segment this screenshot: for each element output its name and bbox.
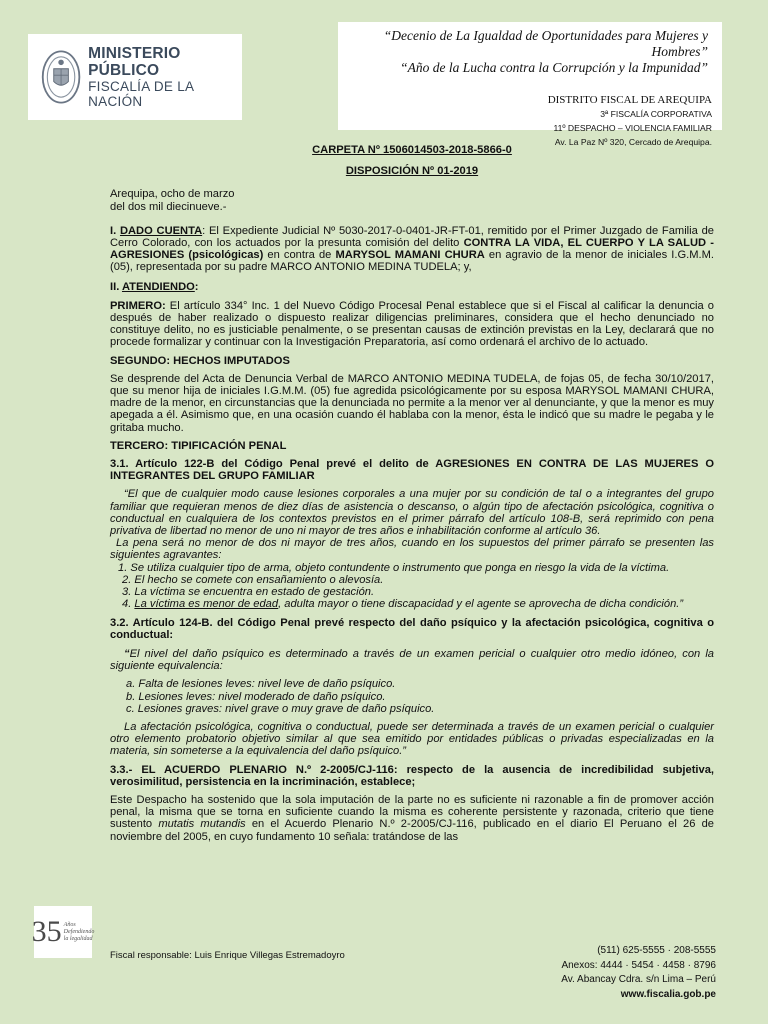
equivalence-item-a: a. Falta de lesiones leves: nivel leve de daño psíquico. [126, 678, 396, 691]
heading-3-2: 3.2. Artículo 124-B. del Código Penal prevé respecto del daño psíquico y la afectación psicológica, cognitiva o conductual: [110, 616, 714, 641]
badge-line-3: la legalidad [63, 935, 93, 942]
motto-line-1: “Decenio de La Igualdad de Oportunidades para Mujeres y Hombres” [383, 28, 708, 59]
quote-paragraph-1: “El que de cualquier modo cause lesiones corporales a una mujer por su condición de tal o a integrantes del grupo familiar que requieran menos de diez días de asistencia o descanso, o algún tipo de afectación psicológica, cognitiva o conductual en cualquiera de los contextos previstos en el primer párrafo del artículo 108-B, será reprimido con pena privativa de libertad no menor de uno ni mayor de tres años e inhabilitación conforme al artículo 36. [110, 488, 714, 538]
office-name: 3ª FISCALÍA CORPORATIVA [600, 109, 712, 119]
badge-number: 35 [31, 915, 62, 948]
heading-3-1: 3.1. Artículo 122-B del Código Penal prevé el delito de AGRESIONES EN CONTRA DE LAS MUJERES O INTEGRANTES DEL GRUPO FAMILIAR [110, 458, 714, 483]
header-box [338, 22, 722, 147]
carpeta-number: CARPETA Nº 1506014503-2018-5866-0 [312, 144, 512, 156]
quote-item-3: 3. La víctima se encuentra en estado de gestación. [122, 586, 375, 599]
badge-line-1: Años [63, 921, 76, 928]
contact-phone: (511) 625-5555 · 208-5555 [597, 945, 716, 956]
heading-tercero: TERCERO: TIPIFICACIÓN PENAL [110, 439, 287, 452]
quote-item-4: 4. La víctima es menor de edad, adulta mayor o tiene discapacidad y el agente se aprovecha de dicha condición.” [122, 598, 684, 611]
motto-line-2: “Año de la Lucha contra la Corrupción y la Impunidad” [400, 60, 708, 75]
coat-of-arms-icon [40, 46, 82, 108]
logo-subtitle: FISCALÍA DE LA NACIÓN [88, 79, 194, 109]
heading-segundo: SEGUNDO: HECHOS IMPUTADOS [110, 354, 290, 367]
fiscal-responsable: Fiscal responsable: Luis Enrique Villegas Estremadoyro [110, 950, 345, 961]
date-line-1: Arequipa, ocho de marzo [110, 188, 235, 201]
office-dispatch: 11º DESPACHO – VIOLENCIA FAMILIAR [553, 123, 712, 133]
paragraph-primero: PRIMERO: El artículo 334° Inc. 1 del Nuevo Código Procesal Penal establece que si el Fiscal al calificar la denuncia o después de haber realizado o dispuesto realizar diligencias preliminares, considera que el hecho denunciado no constituye delito, no es justiciable penalmente, o se presentan causas de extinción previstas en la Ley, declarará que no procede formalizar y continuar con la Investigación Preparatoria, así como ordenará el archivo de lo actuado. [110, 299, 714, 349]
contact-anexos: Anexos: 4444 · 5454 · 4458 · 8796 [561, 959, 716, 971]
website-link[interactable]: www.fiscalia.gob.pe [620, 988, 716, 1000]
section-atendiendo: II. ATENDIENDO: [110, 280, 199, 293]
equivalence-item-c: c. Lesiones graves: nivel grave o muy grave de daño psíquico. [126, 702, 435, 715]
ministerio-publico-logo [28, 34, 242, 120]
paragraph-acuerdo: Este Despacho ha sostenido que la sola imputación de la parte no es suficiente ni razonable a fin de promover acción penal, la misma que se torna en suficiente cuando la misma es coherente persistente y razonada, criterio que tiene sustento mutatis mutandis en el Acuerdo Plenario N.º 2-2005/CJ-116, publicado en el diario El Peruano el 26 de noviembre del 2005, en cuyo fundamento 10 señala: tratándose de las [110, 793, 714, 843]
section-dado-cuenta: I. DADO CUENTA: El Expediente Judicial Nº 5030-2017-0-0401-JR-FT-01, remitido por el Primer Juzgado de Familia de Cerro Colorado, con los actuados por la presunta comisión del delito CONTRA LA VIDA, EL CUERPO Y LA SALUD - AGRESIONES (psicológicas) en contra de MARYSOL MAMANI CHURA en agravio de la menor de iniciales I.G.M.M. (05), representada por su padre MARCO ANTONIO MEDINA TUDELA; y, [110, 224, 714, 274]
disposicion-number: DISPOSICIÓN Nº 01-2019 [345, 165, 479, 178]
quote-paragraph-4: La afectación psicológica, cognitiva o conductual, puede ser determinada a través de un examen pericial o cualquier otro elemento probatorio objetivo similar al que sea emitido por entidades públicas o privadas especializadas en la materia, sin someterse a la equivalencia del daño psíquico.” [110, 720, 714, 758]
quote-paragraph-2: La pena será no menor de dos ni mayor de tres años, cuando en los supuestos del primer párrafo se presenten las siguientes agravantes: [110, 537, 714, 562]
logo-title: MINISTERIO PÚBLICO [88, 45, 181, 79]
date-line-2: del dos mil diecinueve.- [110, 200, 227, 213]
district-name: DISTRITO FISCAL DE AREQUIPA [547, 94, 712, 106]
equivalence-item-b: b. Lesiones leves: nivel moderado de daño psíquico. [126, 690, 386, 703]
quote-paragraph-3: “El nivel del daño psíquico es determinado a través de un examen pericial o cualquier otro medio idóneo, con la siguiente equivalencia: [110, 647, 714, 673]
quote-item-1: 1. Se utiliza cualquier tipo de arma, objeto contundente o instrumento que ponga en riesgo la vida de la víctima. [118, 561, 670, 574]
paragraph-segundo: Se desprende del Acta de Denuncia Verbal de MARCO ANTONIO MEDINA TUDELA, de fojas 05, de fecha 30/10/2017, que su menor hija de iniciales I.G.M.M. (05) fue agredida psicológicamente por su esposa MARYSOL MAMANI CHURA, madre de la menor, en circunstancias que la denunciada no permite a la menor ver al denunciante, y que la menor es muy apegada a él. Asimismo que, en una ocasión cuando él hablaba con la menor, ésta le indicó que su madre le pegaba y le gritaba mucho. [110, 372, 714, 434]
contact-block [561, 944, 716, 1002]
contact-address: Av. Abancay Cdra. s/n Lima – Perú [561, 974, 716, 985]
heading-3-3: 3.3.- EL ACUERDO PLENARIO N.º 2-2005/CJ-116: respecto de la ausencia de incredibilidad subjetiva, verosimilitud, persistencia en la incriminación, establece; [110, 763, 714, 788]
anniversary-badge [31, 906, 95, 958]
document-body [110, 140, 714, 843]
quote-item-2: 2. El hecho se comete con ensañamiento o alevosía. [122, 573, 384, 586]
badge-line-2: Defendiendo [63, 928, 95, 935]
office-address: Av. La Paz Nº 320, Cercado de Arequipa. [554, 137, 712, 147]
